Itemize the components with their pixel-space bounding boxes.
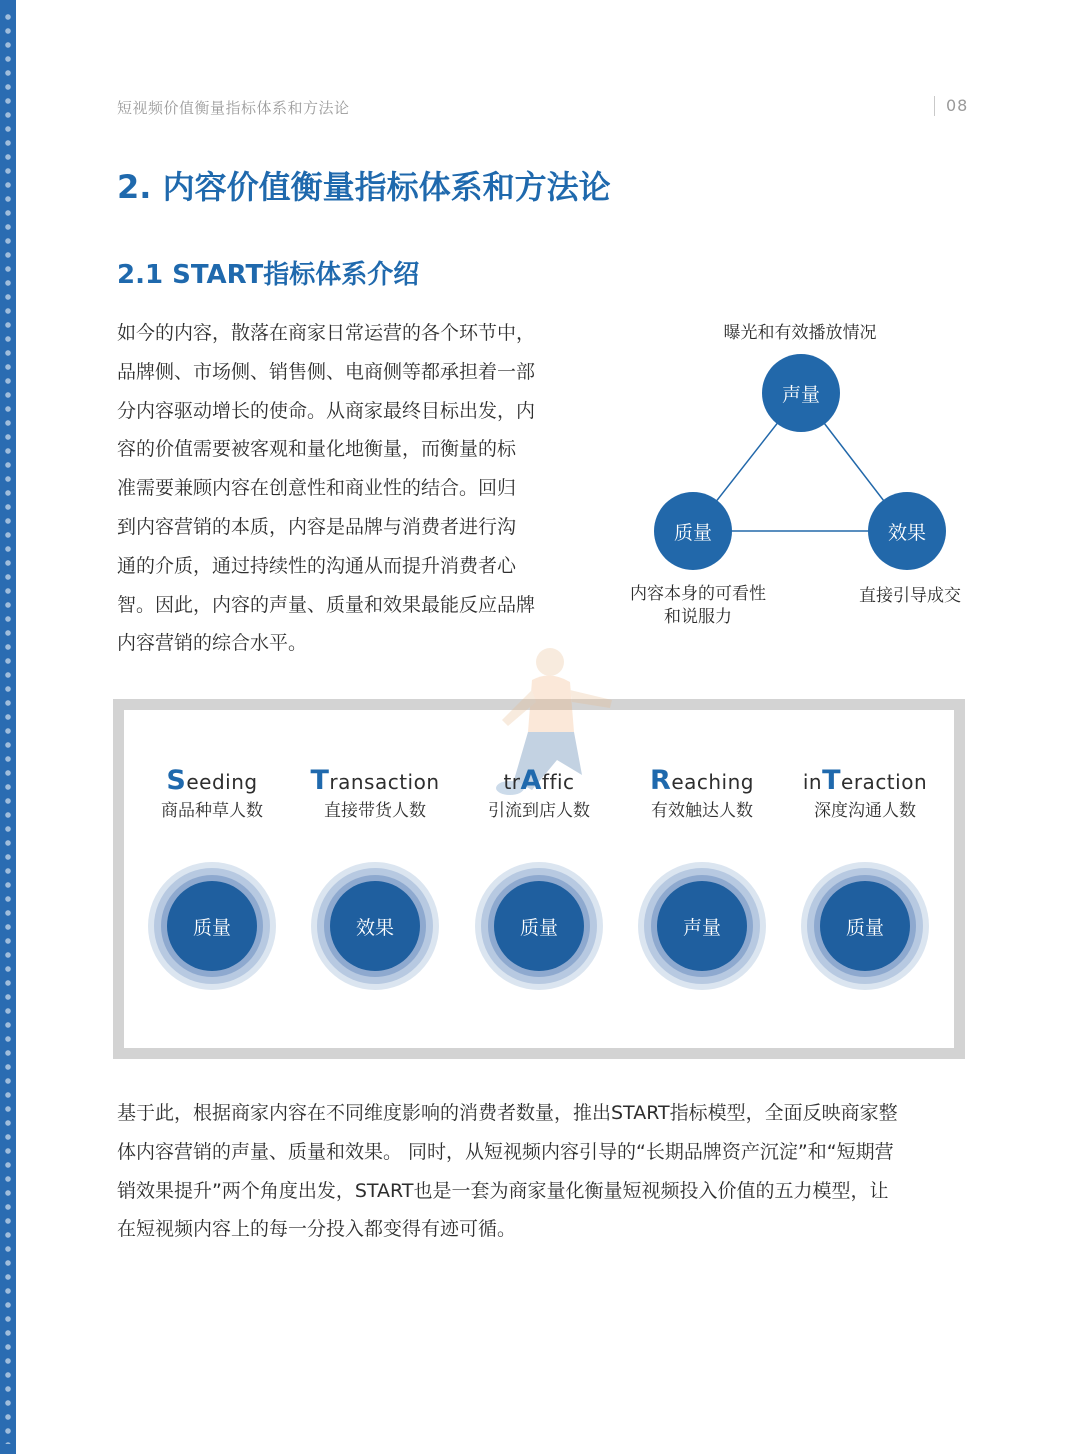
intro-line: 内容营销的综合水平。 <box>117 632 308 655</box>
metric-circle-label: 效果 <box>330 881 420 971</box>
metric-circle-transaction <box>311 862 439 990</box>
metric-circle-label: 质量 <box>494 881 584 971</box>
outro-line: 在短视频内容上的每一分投入都变得有迹可循。 <box>117 1218 517 1241</box>
metric-seeding <box>127 766 297 821</box>
metric-interaction <box>780 766 950 821</box>
metric-chinese-label: 直接带货人数 <box>324 801 426 821</box>
outro-line: 基于此，根据商家内容在不同维度影响的消费者数量，推出START指标模型，全面反映商家整 <box>117 1102 898 1124</box>
running-title: 短视频价值衡量指标体系和方法论 <box>117 99 350 117</box>
outro-paragraph <box>117 1094 967 1249</box>
intro-line: 品牌侧、市场侧、销售侧、电商侧等都承担着一部 <box>117 360 536 383</box>
metric-circle-traffic <box>475 862 603 990</box>
metric-key-letter: A <box>520 765 542 796</box>
node-volume: 声量 <box>762 354 840 432</box>
intro-line: 容的价值需要被客观和量化地衡量，而衡量的标 <box>117 438 517 461</box>
metric-chinese-label: 深度沟通人数 <box>814 801 916 821</box>
metric-circle-label: 质量 <box>167 881 257 971</box>
metric-key-letter: T <box>822 765 842 796</box>
metric-traffic <box>454 766 624 821</box>
left-binding-strip <box>0 0 16 1454</box>
node-quality: 质量 <box>654 492 732 570</box>
metric-english-label: Seeding <box>166 765 258 796</box>
intro-line: 到内容营销的本质，内容是品牌与消费者进行沟 <box>117 515 517 538</box>
metric-english-label: trAffic <box>503 765 575 796</box>
metric-english-label: inTeraction <box>802 765 928 796</box>
intro-line: 如今的内容，散落在商家日常运营的各个环节中， <box>117 322 536 344</box>
metric-circle-reaching <box>638 862 766 990</box>
left-caption-line: 内容本身的可看性 <box>630 584 766 604</box>
metric-circle-seeding <box>148 862 276 990</box>
outro-line: 体内容营销的声量、质量和效果。 同时，从短视频内容引导的“长期品牌资产沉淀”和“短期营 <box>117 1140 894 1163</box>
subsection-title: 2.1 START指标体系介绍 <box>117 260 420 290</box>
section-title: 2. 内容价值衡量指标体系和方法论 <box>117 168 611 206</box>
right-node-caption: 直接引导成交 <box>859 586 961 606</box>
left-node-caption <box>608 583 788 629</box>
page-number: 08 <box>946 96 969 115</box>
page-number-divider <box>934 96 935 116</box>
metric-key-letter: T <box>310 765 330 796</box>
metric-reaching <box>617 766 787 821</box>
metric-circle-label: 质量 <box>820 881 910 971</box>
metric-circle-interaction <box>801 862 929 990</box>
intro-line: 智。因此，内容的声量、质量和效果最能反应品牌 <box>117 593 536 616</box>
metric-key-letter: R <box>650 765 672 796</box>
node-effect: 效果 <box>868 492 946 570</box>
intro-line: 通的介质，通过持续性的沟通从而提升消费者心 <box>117 554 517 577</box>
metric-chinese-label: 引流到店人数 <box>488 801 590 821</box>
intro-line: 分内容驱动增长的使命。从商家最终目标出发，内 <box>117 399 536 422</box>
left-caption-line: 和说服力 <box>664 607 732 627</box>
metric-chinese-label: 商品种草人数 <box>161 801 263 821</box>
top-node-caption: 曝光和有效播放情况 <box>723 323 877 343</box>
intro-paragraph <box>117 314 567 663</box>
outro-line: 销效果提升”两个角度出发，START也是一套为商家量化衡量短视频投入价值的五力模型，让 <box>117 1179 889 1202</box>
metric-english-label: Transaction <box>310 765 440 796</box>
metric-english-label: Reaching <box>650 765 754 796</box>
triangle-diagram <box>600 310 1000 640</box>
metric-circle-label: 声量 <box>657 881 747 971</box>
binding-holes <box>4 10 12 1444</box>
intro-line: 准需要兼顾内容在创意性和商业性的结合。回归 <box>117 477 517 500</box>
metric-transaction <box>290 766 460 821</box>
metric-chinese-label: 有效触达人数 <box>651 801 753 821</box>
metric-key-letter: S <box>166 765 187 796</box>
